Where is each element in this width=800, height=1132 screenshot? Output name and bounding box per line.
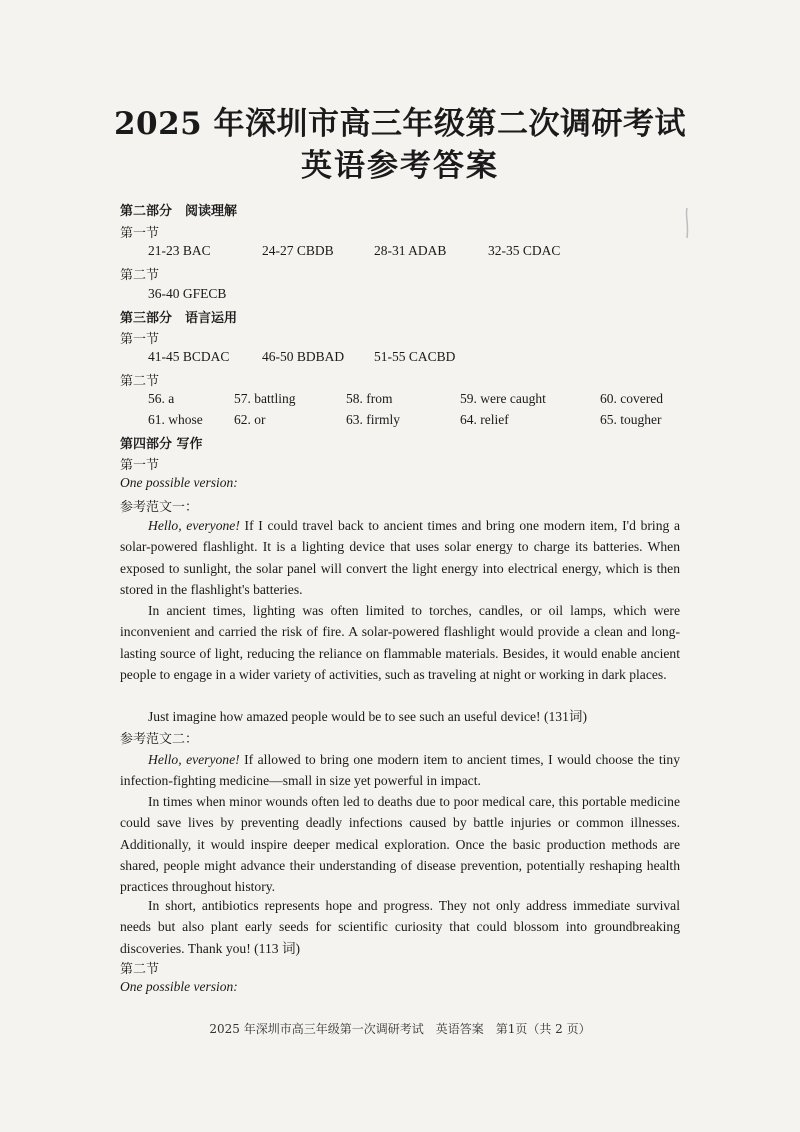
paragraph-text: In times when minor wounds often led to deaths due to poor medical care, this portable medicine could save lives by preventing deadly infections caused by battle injuries or common illnesses. Additionally, it would inspire deeper medical exploration. Once the basic production methods are shared, people might advance their understanding of disease prevention, potentially reshaping health practices throughout history. xyxy=(120,794,680,895)
answer-group: 36-40 GFECB xyxy=(148,286,227,301)
sample1-label: 参考范文一： xyxy=(120,500,199,515)
answer-item: 56. a xyxy=(148,391,175,406)
page-subtitle: 英语参考答案 xyxy=(301,148,499,184)
part4-section2-label: 第二节 xyxy=(120,962,160,977)
sample1-paragraph-1 xyxy=(120,515,680,600)
answer-group: 41-45 BCDAC xyxy=(148,349,230,364)
answer-item: 60. covered xyxy=(600,391,663,406)
answer-item: 57. battling xyxy=(234,391,296,406)
sample2-paragraph-1 xyxy=(120,749,680,792)
part3-section1-label: 第一节 xyxy=(120,332,160,347)
answer-group: 21-23 BAC xyxy=(148,243,211,258)
answer-item: 64. relief xyxy=(460,412,509,427)
part2-section2-label: 第二节 xyxy=(120,268,160,283)
answer-item: 63. firmly xyxy=(346,412,400,427)
answer-item: 61. whose xyxy=(148,412,203,427)
answer-item: 59. were caught xyxy=(460,391,546,406)
answer-item: 62. or xyxy=(234,412,266,427)
part3-section2-label: 第二节 xyxy=(120,374,160,389)
greeting: Hello, everyone! xyxy=(148,752,240,767)
greeting: Hello, everyone! xyxy=(148,518,240,533)
answer-group: 51-55 CACBD xyxy=(374,349,456,364)
paragraph-text: If I could travel back to ancient times and bring one modern item, I'd bring a solar-powered flashlight. It is a lighting device that uses solar energy to charge its batteries. When exposed to sunlight, the solar panel will convert the light energy into electrical energy, which is then stored in the flashlight's batteries. xyxy=(120,518,681,597)
version-label: One possible version: xyxy=(120,475,238,490)
sample2-label: 参考范文二： xyxy=(120,732,199,747)
part4-heading: 第四部分 写作 xyxy=(120,437,203,452)
sample1-paragraph-3 xyxy=(120,706,680,727)
answer-group: 46-50 BDBAD xyxy=(262,349,345,364)
paragraph-text: Just imagine how amazed people would be to see such an useful device! (131词) xyxy=(148,709,588,724)
page-title: 2025 年深圳市高三年级第二次调研考试 xyxy=(113,106,687,142)
part2-heading: 第二部分 阅读理解 xyxy=(120,204,238,219)
paragraph-text: In ancient times, lighting was often limited to torches, candles, or oil lamps, which were inconvenient and carried the risk of fire. A solar-powered flashlight would provide a clean and long-lasting source of light, reducing the reliance on flammable materials. Besides, it would enable ancient people to engage in a wider variety of activities, such as traveling at night or working in dark places. xyxy=(120,603,680,682)
part2-section1-label: 第一节 xyxy=(120,226,160,241)
answer-group: 24-27 CBDB xyxy=(262,243,334,258)
scan-mark xyxy=(684,206,690,240)
paragraph-text: In short, antibiotics represents hope and progress. They not only address immediate survival needs but also plant early seeds for scientific curiosity that could blossom into groundbreaking discoveries. Thank you! (113 词) xyxy=(120,898,680,956)
sample1-paragraph-2 xyxy=(120,600,680,685)
page-footer: 2025 年深圳市高三年级第一次调研考试 英语答案 第1页（共 2 页） xyxy=(209,1022,591,1036)
answer-group: 28-31 ADAB xyxy=(374,243,447,258)
sample2-paragraph-2 xyxy=(120,791,680,897)
part3-heading: 第三部分 语言运用 xyxy=(120,311,238,326)
answer-group: 32-35 CDAC xyxy=(488,243,561,258)
answer-item: 58. from xyxy=(346,391,393,406)
answer-item: 65. tougher xyxy=(600,412,662,427)
version-label-2: One possible version: xyxy=(120,979,238,994)
part4-section1-label: 第一节 xyxy=(120,458,160,473)
paragraph-text: If allowed to bring one modern item to ancient times, I would choose the tiny infection-fighting medicine—small in size yet powerful in impact. xyxy=(120,752,681,789)
sample2-paragraph-3 xyxy=(120,895,680,959)
